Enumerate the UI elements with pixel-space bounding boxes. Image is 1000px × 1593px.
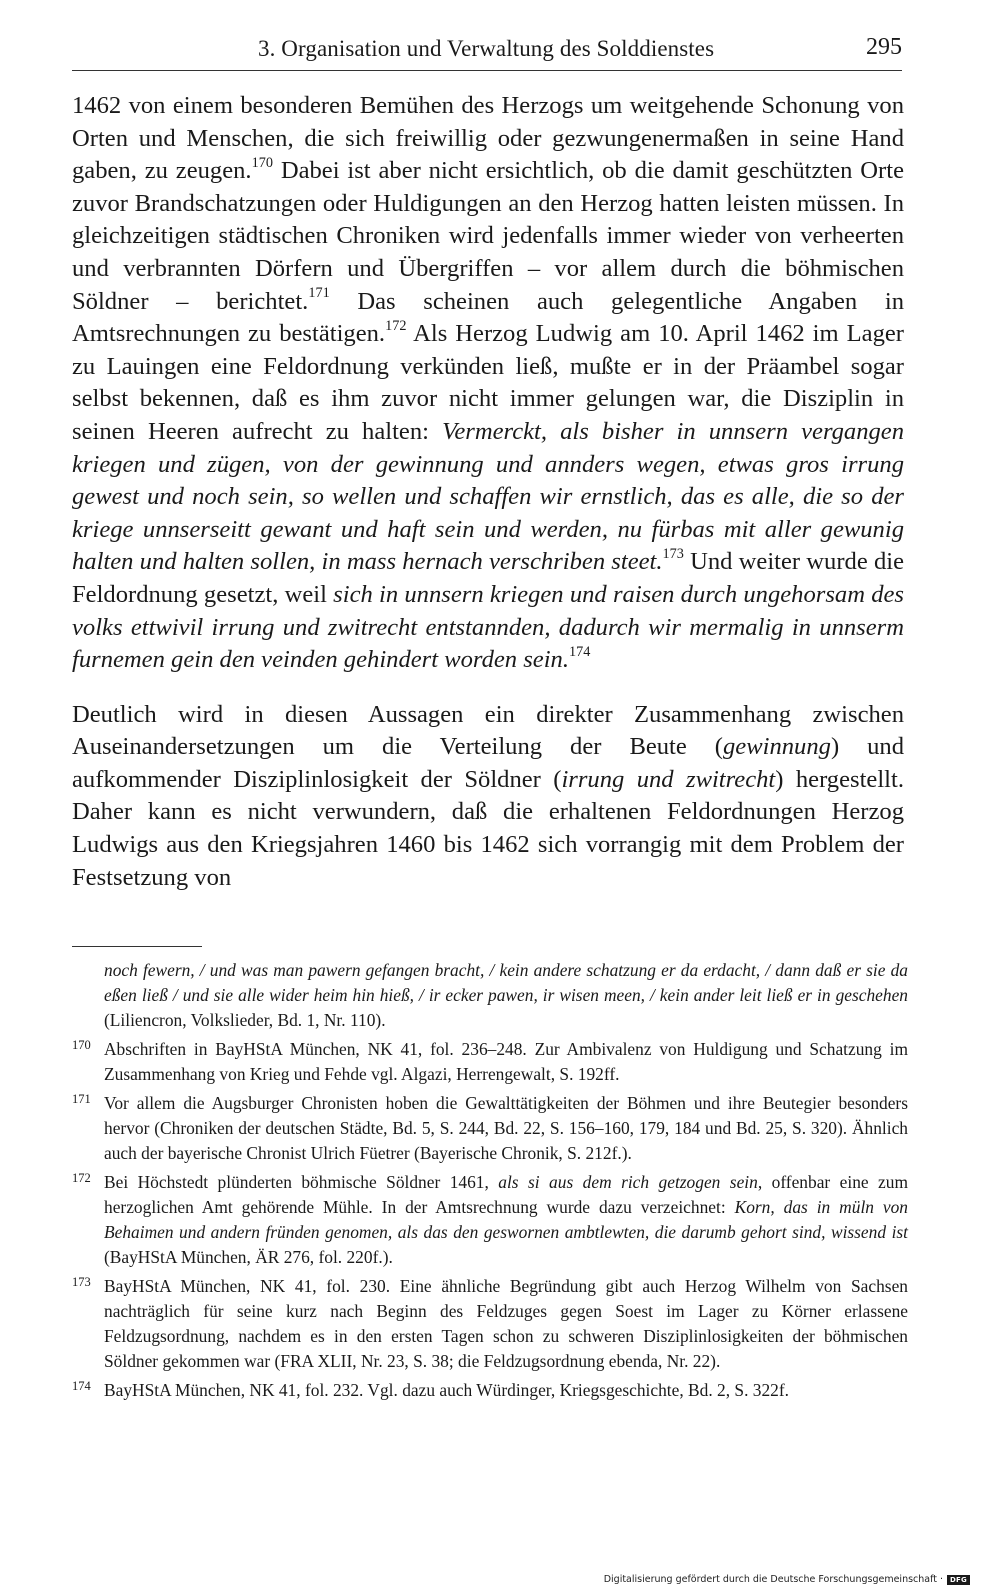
footnote-text: , offenbar eine zum herzoglichen Amt gehörende Mühle. In der Amtsrechnung wurde dazu verzeichnet: <box>104 1172 908 1217</box>
quotation: Vermerckt, als bisher in unnsern vergangen kriegen und zügen, von der gewinnung und annders wegen, etwas gros irrung gewest und noch sein, so wellen und schaffen wir ernstlich, das es alle, die so der kriege unnserseitt gewant und haft sein und werden, nu fürbas mit aller gewunig halten und halten sollen, in mass hernach verschriben steet. <box>72 417 905 576</box>
footnote-text: Vor allem die Augsburger Chronisten hoben die Gewalttätigkeiten der Böhmen und ihre Beutegier besonders hervor (Chroniken der deutschen Städte, Bd. 5, S. 244, Bd. 22, S. 156–160, 179, 184 und Bd. 25, S. 320). Ähnlich auch der bayerische Chronist Ulrich Füetrer (Bayerische Chronik, S. 212f.). <box>104 1093 908 1163</box>
footnote-number: 172 <box>72 1171 91 1185</box>
quotation: noch fewern, / und was man pawern gefangen bracht, / kein andere schatzung er da erdacht, / dann daß er sie da eßen ließ / und sie alle wider heim hin hieß, / ir ecker pawen, ir wisen meen, / kein ander leit ließ er in geschehen <box>104 960 908 1005</box>
footnote-172 <box>72 1170 909 1270</box>
text-run: 1462 von einem besonderen Bemühen des Herzogs um weitgehende Schonung von Orten und Menschen, die sich freiwillig oder gezwungenermaßen in seine Hand gaben, zu zeugen. <box>72 92 904 185</box>
text-run: Als Herzog Ludwig am 10. April 1462 im Lager zu Lauingen eine Feldordnung verkünden ließ, mußte er in der Präambel sogar selbst bekennen, daß es ihm zuvor nicht immer gelungen war, die Disziplin in seinen Heeren aufrecht zu halten: <box>72 320 904 445</box>
footnote-text: Bei Höchstedt plünderten böhmische Söldner 1461, <box>104 1172 499 1192</box>
footnote-text: (BayHStA München, ÄR 276, fol. 220f.). <box>104 1247 393 1267</box>
footnote-continuation <box>104 958 908 1033</box>
text-run: ) und aufkommender Disziplinlosigkeit der Söldner ( <box>72 733 905 793</box>
quotation: Korn, das in müln von Behaimen und andern fründen genomen, als das den geswornen ambtlewten, die darumb gehort sind, wissend ist <box>104 1197 909 1242</box>
main-text <box>72 90 904 894</box>
paragraph-1 <box>72 90 904 677</box>
quotation: gewinnung <box>723 733 831 761</box>
digitization-text: Digitalisierung gefördert durch die Deutsche Forschungsgemeinschaft · <box>603 1574 944 1585</box>
text-run: Das scheinen auch gelegentliche Angaben in Amtsrechnungen zu bestätigen. <box>72 287 905 348</box>
footnotes <box>72 958 908 1407</box>
chapter-title: 3. Organisation und Verwaltung des Solddienstes <box>258 36 715 61</box>
text-run: Und weiter wurde die Feldordnung gesetzt, weil <box>72 548 904 608</box>
footnote-ref-173: 173 <box>662 546 684 562</box>
footnote-number: 170 <box>72 1038 91 1052</box>
text-run: Dabei ist aber nicht ersichtlich, ob die damit geschützten Orte zuvor Brandschatzungen oder Huldigungen an den Herzog hatten leisten müssen. In gleichzeitigen städtischen Chroniken wird jedenfalls immer wieder von verheerten und verbrannten Dörfern und Übergriffen – vor allem durch die böhmischen Söldner – berichtet. <box>72 157 904 315</box>
footnote-171 <box>72 1091 908 1166</box>
paragraph-2 <box>72 699 904 895</box>
footnote-text: BayHStA München, NK 41, fol. 230. Eine ähnliche Begründung gibt auch Herzog Wilhelm von Sachsen nachträglich für seine kurz nach Beginn des Feldzuges gegen Soest im Lager zu Körner erlassene Feldzugsordnung, nachdem es in den ersten Tagen schon zu schweren Disziplinlosigkeiten der böhmischen Söldner gekommen war (FRA XLII, Nr. 23, S. 38; die Feldzugsordnung ebenda, Nr. 22). <box>104 1276 908 1371</box>
footnote-text: BayHStA München, NK 41, fol. 232. Vgl. dazu auch Würdinger, Kriegsgeschichte, Bd. 2, S. 322f. <box>104 1380 790 1400</box>
footnote-ref-174: 174 <box>569 643 591 660</box>
quotation: sich in unnsern kriegen und raisen durch ungehorsam des volks ettwivil irrung und zwitrecht entstannden, dadurch wir mermalig in unnserm furnemen gein den veinden gehindert worden sein. <box>72 580 904 674</box>
text-run: (Liliencron, Volkslieder, Bd. 1, Nr. 110). <box>104 1010 386 1030</box>
footnote-ref-170: 170 <box>251 154 273 171</box>
dfg-logo-icon: DFG <box>947 1575 970 1585</box>
digitization-note <box>604 1574 970 1585</box>
footnote-ref-172: 172 <box>385 317 407 334</box>
footnote-number: 171 <box>72 1092 91 1106</box>
footnote-173 <box>72 1274 908 1374</box>
quotation: als si aus dem rich getzogen sein <box>498 1172 758 1192</box>
footnote-divider <box>72 946 202 947</box>
text-run: ) hergestellt. Daher kann es nicht verwundern, daß die erhaltenen Feldordnungen Herzog Ludwigs aus den Kriegsjahren 1460 bis 1462 sich vorrangig mit dem Problem der Festsetzung von <box>72 765 904 891</box>
footnote-170 <box>72 1037 908 1087</box>
running-head <box>72 34 902 71</box>
footnote-ref-171: 171 <box>308 285 330 302</box>
page-number: 295 <box>866 34 902 60</box>
footnote-number: 174 <box>72 1379 91 1393</box>
footnote-174 <box>72 1378 908 1403</box>
footnote-number: 173 <box>72 1275 91 1289</box>
text-run: Deutlich wird in diesen Aussagen ein direkter Zusammenhang zwischen Auseinandersetzungen um die Verteilung der Beute ( <box>72 700 904 761</box>
footnote-text: Abschriften in BayHStA München, NK 41, fol. 236–248. Zur Ambivalenz von Huldigung und Schatzung im Zusammenhang von Krieg und Fehde vgl. Algazi, Herrengewalt, S. 192ff. <box>104 1039 908 1084</box>
quotation: irrung und zwitrecht <box>561 765 776 793</box>
